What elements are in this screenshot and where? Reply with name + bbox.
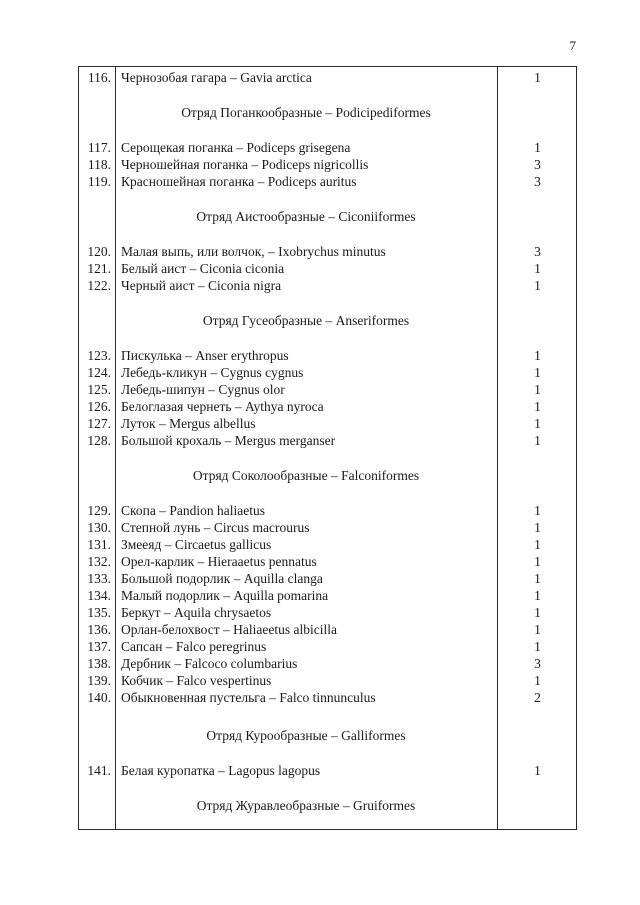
order-heading: Отряд Соколообразные – Falconiformes: [192, 468, 420, 483]
table-row: [0, 243, 640, 260]
species-number: 116.: [87, 70, 111, 85]
order-heading: Отряд Гусеобразные – Anseriformes: [202, 313, 410, 328]
species-count: 3: [534, 244, 541, 259]
species-number: 119.: [87, 174, 111, 189]
species-number: 130.: [87, 520, 111, 535]
species-name: Пискулька – Anser erythropus: [121, 348, 289, 363]
species-number: 131.: [87, 537, 111, 552]
species-number: 139.: [87, 673, 111, 688]
species-number: 126.: [87, 399, 111, 414]
species-name: Серощекая поганка – Podiceps grisegena: [121, 140, 351, 155]
species-count: 3: [534, 157, 541, 172]
species-name: Большой подорлик – Aquilla clanga: [121, 571, 323, 586]
species-number: 128.: [87, 433, 111, 448]
species-count: 1: [534, 588, 541, 603]
species-number: 123.: [87, 348, 111, 363]
species-number: 136.: [87, 622, 111, 637]
table-row: [0, 364, 640, 381]
species-name: Скопа – Pandion haliaetus: [121, 503, 265, 518]
table-row: [0, 69, 640, 86]
table-row: [0, 689, 640, 706]
table-row: [0, 621, 640, 638]
species-count: 1: [534, 673, 541, 688]
species-count: 1: [534, 622, 541, 637]
species-number: 127.: [87, 416, 111, 431]
table-row: [0, 139, 640, 156]
species-name: Большой крохаль – Mergus merganser: [121, 433, 336, 448]
table-row: [0, 587, 640, 604]
table-row: [0, 553, 640, 570]
species-count: 1: [534, 763, 541, 778]
species-number: 135.: [87, 605, 111, 620]
table-row: [0, 570, 640, 587]
table-row: [0, 519, 640, 536]
table-row: [0, 604, 640, 621]
table-row: [0, 277, 640, 294]
species-number: 125.: [87, 382, 111, 397]
species-count: 1: [534, 433, 541, 448]
table-row: [0, 398, 640, 415]
species-number: 118.: [87, 157, 111, 172]
species-name: Сапсан – Falco peregrinus: [121, 639, 267, 654]
species-number: 132.: [87, 554, 111, 569]
species-name: Белый аист – Ciconia ciconia: [121, 261, 285, 276]
species-count: 1: [534, 70, 541, 85]
species-count: 1: [534, 503, 541, 518]
page-number: 7: [569, 38, 576, 53]
table-row: [0, 347, 640, 364]
species-name: Степной лунь – Circus macrourus: [121, 520, 310, 535]
table-row: [0, 156, 640, 173]
species-count: 1: [534, 365, 541, 380]
species-count: 3: [534, 174, 541, 189]
species-count: 2: [534, 690, 541, 705]
species-count: 1: [534, 537, 541, 552]
order-heading: Отряд Курообразные – Galliformes: [206, 728, 406, 743]
table-row: [0, 502, 640, 519]
species-number: 134.: [87, 588, 111, 603]
species-count: 1: [534, 348, 541, 363]
species-count: 3: [534, 656, 541, 671]
species-name: Орел-карлик – Hieraaetus pennatus: [121, 554, 317, 569]
species-number: 124.: [87, 365, 111, 380]
table-row: [0, 381, 640, 398]
table-row: [0, 762, 640, 779]
species-name: Лебедь-кликун – Cygnus cygnus: [121, 365, 304, 380]
species-name: Луток – Mergus albellus: [121, 416, 256, 431]
species-name: Черный аист – Ciconia nigra: [121, 278, 282, 293]
species-name: Чернозобая гагара – Gavia arctica: [121, 70, 312, 85]
species-count: 1: [534, 261, 541, 276]
table-row: [0, 432, 640, 449]
table-row: [0, 173, 640, 190]
species-name: Красношейная поганка – Podiceps auritus: [121, 174, 357, 189]
species-number: 133.: [87, 571, 111, 586]
species-name: Змееяд – Circaetus gallicus: [121, 537, 272, 552]
species-name: Кобчик – Falco vespertinus: [121, 673, 272, 688]
species-count: 1: [534, 416, 541, 431]
species-name: Белоглазая чернеть – Aythya nyroca: [121, 399, 324, 414]
species-number: 117.: [87, 140, 111, 155]
species-name: Дербник – Falcoco columbarius: [121, 656, 298, 671]
species-number: 138.: [87, 656, 111, 671]
order-heading: Отряд Журавлеобразные – Gruiformes: [196, 798, 416, 813]
species-name: Обыкновенная пустельга – Falco tinnunculus: [121, 690, 376, 705]
species-name: Малый подорлик – Aquilla pomarina: [121, 588, 329, 603]
species-number: 120.: [87, 244, 111, 259]
table-row: [0, 672, 640, 689]
table-row: [0, 536, 640, 553]
species-count: 1: [534, 520, 541, 535]
table-row: [0, 638, 640, 655]
species-name: Черношейная поганка – Podiceps nigricollis: [121, 157, 369, 172]
species-count: 1: [534, 278, 541, 293]
species-count: 1: [534, 140, 541, 155]
species-count: 1: [534, 554, 541, 569]
order-heading: Отряд Поганкообразные – Podicipediformes: [181, 105, 431, 120]
species-number: 141.: [87, 763, 111, 778]
species-name: Белая куропатка – Lagopus lagopus: [121, 763, 321, 778]
species-count: 1: [534, 605, 541, 620]
species-number: 122.: [87, 278, 111, 293]
species-name: Беркут – Aquila chrysaetos: [121, 605, 272, 620]
table-row: [0, 260, 640, 277]
species-number: 137.: [87, 639, 111, 654]
species-number: 140.: [87, 690, 111, 705]
species-count: 1: [534, 399, 541, 414]
order-heading: Отряд Аистообразные – Ciconiiformes: [196, 209, 416, 224]
species-number: 129.: [87, 503, 111, 518]
species-count: 1: [534, 639, 541, 654]
species-count: 1: [534, 382, 541, 397]
species-number: 121.: [87, 261, 111, 276]
species-name: Орлан-белохвост – Haliaeetus albicilla: [121, 622, 337, 637]
species-count: 1: [534, 571, 541, 586]
table-row: [0, 655, 640, 672]
species-name: Лебедь-шипун – Cygnus olor: [121, 382, 285, 397]
species-name: Малая выпь, или волчок, – Ixobrychus minutus: [121, 244, 386, 259]
table-row: [0, 415, 640, 432]
